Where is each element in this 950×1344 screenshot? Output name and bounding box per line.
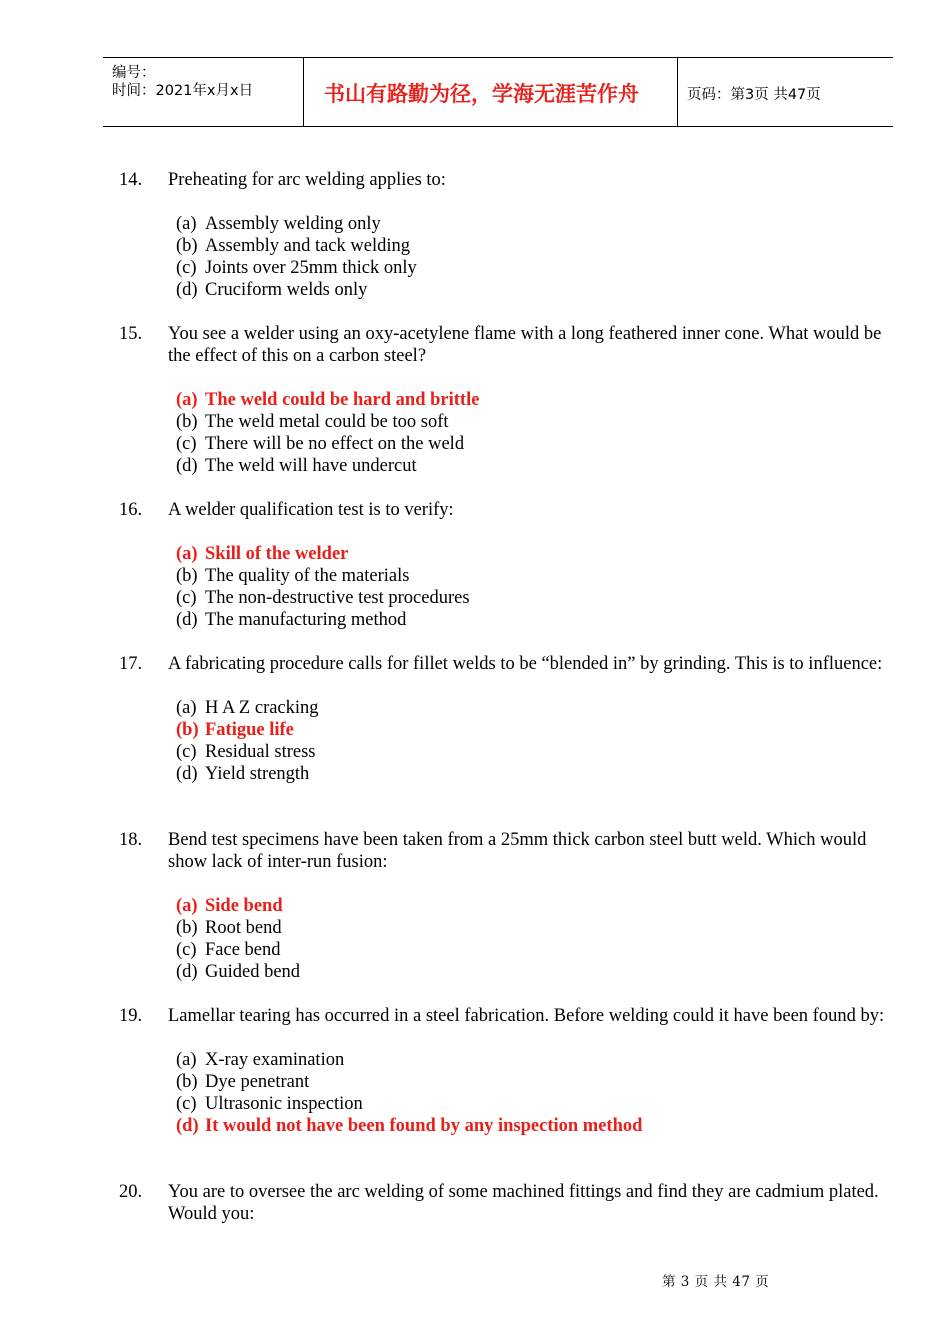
question-number: 18. xyxy=(119,830,143,850)
question-number: 14. xyxy=(119,170,143,190)
option-c: (c) Joints over 25mm thick only xyxy=(176,258,417,278)
option-d: (d) Yield strength xyxy=(176,764,310,784)
question-number: 15. xyxy=(119,324,143,344)
option-a: (a) H A Z cracking xyxy=(176,698,319,718)
option-c: (c) Residual stress xyxy=(176,742,316,762)
option-list xyxy=(176,895,894,983)
option-c: (c) Ultrasonic inspection xyxy=(176,1094,363,1114)
question-stem: Lamellar tearing has occurred in a steel fabrication. Before welding could it have been found by: xyxy=(168,1006,885,1026)
header-page-cell xyxy=(678,58,893,126)
option-d: (d) Guided bend xyxy=(176,962,301,982)
question-18 xyxy=(119,829,894,983)
question-stem: Preheating for arc welding applies to: xyxy=(168,170,446,190)
option-list xyxy=(176,389,894,477)
page-footer: 第 3 页 共 47 页 xyxy=(662,1274,770,1290)
option-a-correct-answer: (a) Skill of the welder xyxy=(176,544,349,564)
option-b: (b) The quality of the materials xyxy=(176,566,410,586)
question-stem: You see a welder using an oxy-acetylene flame with a long feathered inner cone. What would be the effect of this on a carbon steel? xyxy=(168,324,882,366)
option-d: (d) The manufacturing method xyxy=(176,610,407,630)
question-stem: You are to oversee the arc welding of some machined fittings and find they are cadmium plated. Would you: xyxy=(168,1182,879,1224)
question-number: 19. xyxy=(119,1006,143,1026)
date-label: 时间：2021年x月x日 xyxy=(112,83,254,99)
option-list xyxy=(176,543,894,631)
option-a: (a) Assembly welding only xyxy=(176,214,381,234)
question-14 xyxy=(119,169,894,301)
option-a: (a) X-ray examination xyxy=(176,1050,345,1070)
question-stem: A fabricating procedure calls for fillet welds to be “blended in” by grinding. This is to influence: xyxy=(168,654,883,674)
question-stem: A welder qualification test is to verify: xyxy=(168,500,454,520)
option-c: (c) The non-destructive test procedures xyxy=(176,588,470,608)
header-table xyxy=(103,57,893,127)
option-c: (c) Face bend xyxy=(176,940,281,960)
option-list xyxy=(176,213,894,301)
option-a-correct-answer: (a) Side bend xyxy=(176,896,283,916)
question-stem: Bend test specimens have been taken from a 25mm thick carbon steel butt weld. Which would show lack of inter-run fusion: xyxy=(168,830,867,872)
option-list xyxy=(176,697,894,785)
question-17 xyxy=(119,653,894,785)
option-b-correct-answer: (b) Fatigue life xyxy=(176,720,294,740)
question-15 xyxy=(119,323,894,477)
option-d: (d) Cruciform welds only xyxy=(176,280,368,300)
question-19 xyxy=(119,1005,894,1137)
header-info-cell xyxy=(103,58,304,126)
option-list xyxy=(176,1049,894,1137)
option-b: (b) Dye penetrant xyxy=(176,1072,310,1092)
option-d: (d) The weld will have undercut xyxy=(176,456,417,476)
question-number: 17. xyxy=(119,654,143,674)
option-a-correct-answer: (a) The weld could be hard and brittle xyxy=(176,390,480,410)
serial-label: 编号： xyxy=(112,65,156,81)
question-number: 16. xyxy=(119,500,143,520)
question-16 xyxy=(119,499,894,631)
option-b: (b) Root bend xyxy=(176,918,282,938)
option-c: (c) There will be no effect on the weld xyxy=(176,434,465,454)
option-b: (b) Assembly and tack welding xyxy=(176,236,410,256)
motto-text: 书山有路勤为径，学海无涯苦作舟 xyxy=(324,82,639,106)
question-20 xyxy=(119,1181,894,1225)
header-motto-cell xyxy=(304,58,678,126)
page-label: 页码：第3页 共47页 xyxy=(687,87,821,103)
question-number: 20. xyxy=(119,1182,143,1202)
option-d-correct-answer: (d) It would not have been found by any inspection method xyxy=(176,1116,643,1136)
option-b: (b) The weld metal could be too soft xyxy=(176,412,449,432)
